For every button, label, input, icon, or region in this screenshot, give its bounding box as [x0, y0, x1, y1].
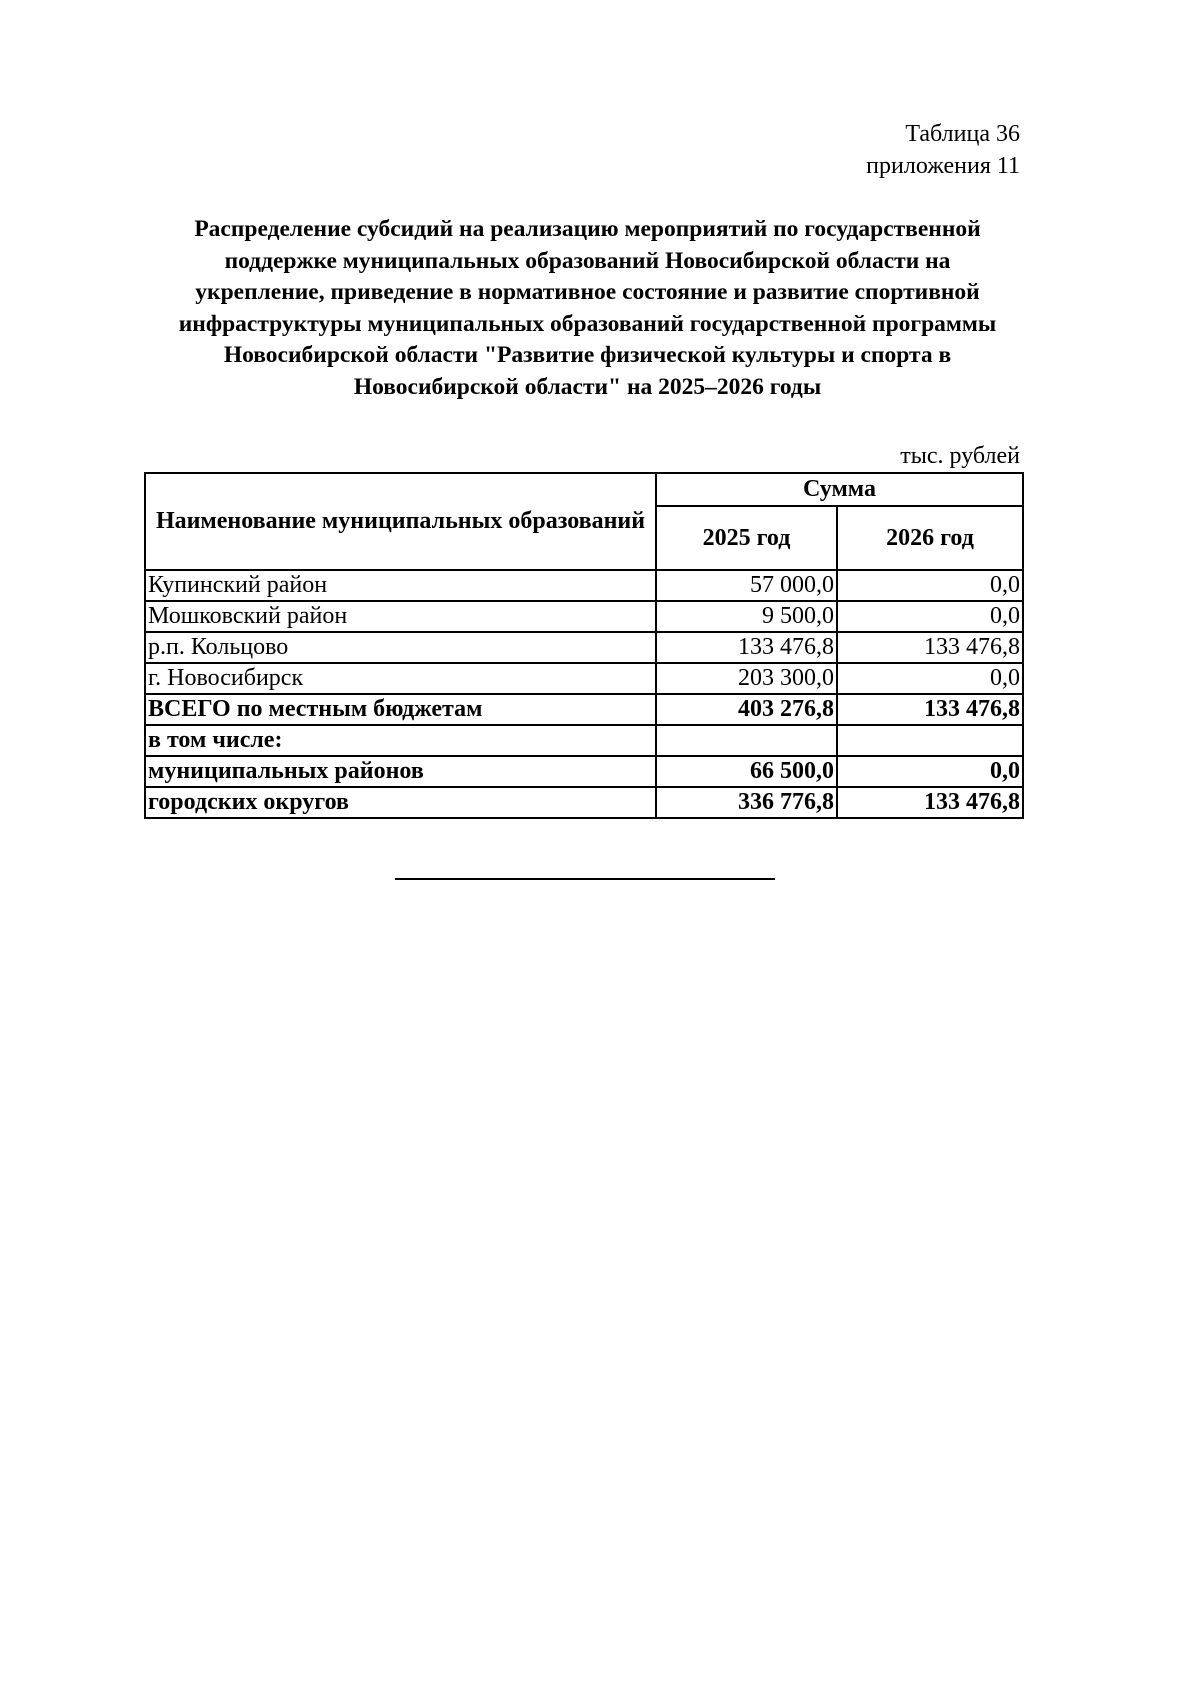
- row-value-2025: 133 476,8: [656, 632, 837, 663]
- title-line: Новосибирской области "Развитие физической культуры и спорта в: [223, 342, 952, 368]
- row-value-2025: 336 776,8: [656, 787, 837, 818]
- row-value-2026: [837, 725, 1023, 756]
- table-row: [145, 570, 1023, 601]
- including-row: [145, 725, 1023, 756]
- title-line: Распределение субсидий на реализацию мероприятий по государственной: [194, 216, 981, 242]
- row-value-2026: 0,0: [837, 756, 1023, 787]
- row-name: р.п. Кольцово: [145, 632, 656, 663]
- row-name: Купинский район: [145, 570, 656, 601]
- table-row: [145, 601, 1023, 632]
- row-value-2026: 133 476,8: [837, 694, 1023, 725]
- row-value-2026: 0,0: [837, 601, 1023, 632]
- document-header: [866, 118, 1020, 182]
- total-row: [145, 694, 1023, 725]
- subtotal-row: [145, 756, 1023, 787]
- row-name: ВСЕГО по местным бюджетам: [145, 694, 656, 725]
- row-name: Мошковский район: [145, 601, 656, 632]
- row-value-2025: 57 000,0: [656, 570, 837, 601]
- row-value-2026: 0,0: [837, 663, 1023, 694]
- row-name: в том числе:: [145, 725, 656, 756]
- row-value-2025: 403 276,8: [656, 694, 837, 725]
- appendix-label: приложения 11: [866, 153, 1020, 179]
- table-number-label: Таблица 36: [905, 121, 1020, 147]
- units-label: тыс. рублей: [900, 443, 1020, 469]
- subtotal-row: [145, 787, 1023, 818]
- table-header-row: [145, 473, 1023, 506]
- row-value-2025: 203 300,0: [656, 663, 837, 694]
- sum-column-header: Сумма: [656, 473, 1023, 506]
- year-2025-header: 2025 год: [656, 506, 837, 570]
- table-row: [145, 663, 1023, 694]
- row-value-2026: 0,0: [837, 570, 1023, 601]
- name-column-header: Наименование муниципальных образований: [145, 473, 656, 570]
- row-value-2025: [656, 725, 837, 756]
- table-row: [145, 632, 1023, 663]
- row-value-2026: 133 476,8: [837, 632, 1023, 663]
- end-separator-line: [395, 878, 775, 880]
- title-line: укрепление, приведение в нормативное состояние и развитие спортивной: [195, 279, 980, 305]
- title-line: поддержке муниципальных образований Новосибирской области на: [224, 247, 951, 274]
- row-name: г. Новосибирск: [145, 663, 656, 694]
- row-name: муниципальных районов: [145, 756, 656, 787]
- year-2026-header: 2026 год: [837, 506, 1023, 570]
- title-line: инфраструктуры муниципальных образований государственной программы: [178, 310, 997, 337]
- document-title: [145, 214, 1030, 403]
- row-value-2025: 9 500,0: [656, 601, 837, 632]
- row-name: городских округов: [145, 787, 656, 818]
- row-value-2026: 133 476,8: [837, 787, 1023, 818]
- title-line: Новосибирской области" на 2025–2026 годы: [353, 373, 822, 400]
- subsidy-table: [144, 472, 1024, 819]
- row-value-2025: 66 500,0: [656, 756, 837, 787]
